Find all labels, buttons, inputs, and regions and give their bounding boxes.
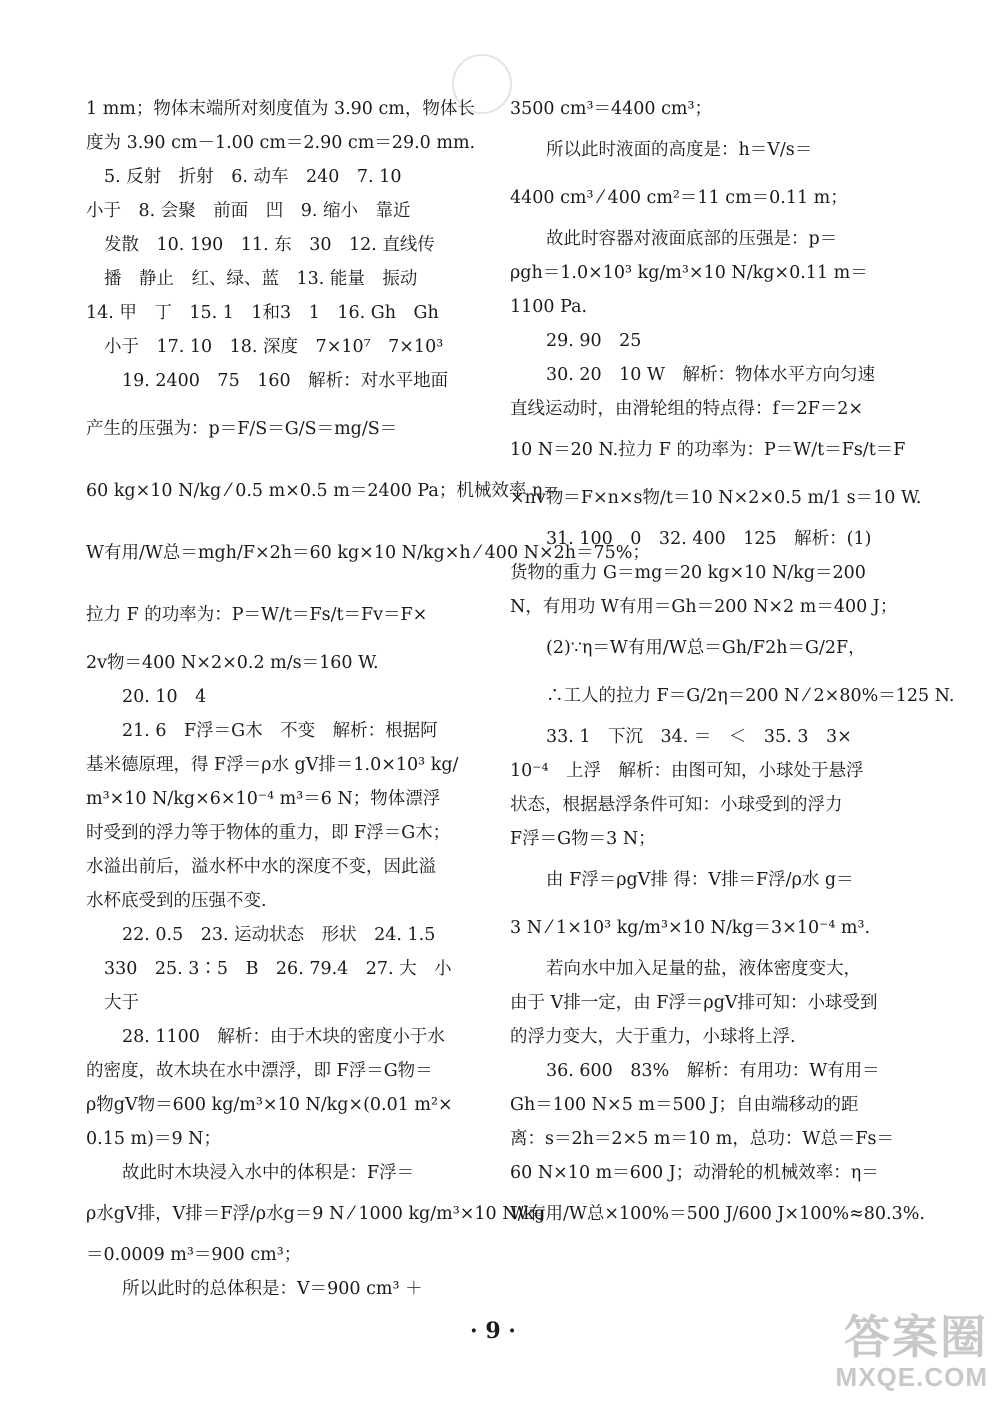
- text-line: 所以此时液面的高度是：h＝V/s＝: [546, 140, 813, 160]
- text-line: 30. 20 10 W 解析：物体水平方向匀速: [546, 365, 875, 385]
- text-line: 36. 600 83% 解析：有用功：W有用＝: [546, 1061, 880, 1081]
- text-line: ρgh＝1.0×10³ kg/m³×10 N/kg×0.11 m＝: [510, 263, 868, 283]
- right-column: [510, 92, 955, 1238]
- text-line: 3500 cm³＝4400 cm³；: [510, 99, 713, 119]
- text-line: 小于 17. 10 18. 深度 7×10⁷ 7×10³: [104, 337, 444, 357]
- text-line: 小于 8. 会聚 前面 凹 9. 缩小 靠近: [86, 201, 411, 221]
- watermark-text: 答案圈: [844, 1311, 988, 1363]
- watermark-logo: [836, 1312, 988, 1393]
- text-line: 10 N＝20 N.拉力 F 的功率为：P＝W/t＝Fs/t＝F: [510, 440, 906, 460]
- text-line: Gh＝100 N×5 m＝500 J；自由端移动的距: [510, 1095, 859, 1115]
- text-line: ＝0.0009 m³＝900 cm³；: [86, 1245, 302, 1265]
- text-line: 29. 90 25: [546, 331, 642, 351]
- text-line: 330 25. 3∶5 B 26. 79.4 27. 大 小: [104, 959, 452, 979]
- text-line: (2)∵η＝W有用/W总＝Gh/F2h＝G/2F，: [546, 638, 866, 658]
- text-line: 0.15 m)＝9 N；: [86, 1129, 221, 1149]
- text-line: m³×10 N/kg×6×10⁻⁴ m³＝6 N；物体漂浮: [86, 789, 441, 809]
- text-line: 的浮力变大，大于重力，小球将上浮.: [510, 1027, 796, 1047]
- text-line: 故此时木块浸入水中的体积是：F浮＝: [122, 1163, 415, 1183]
- text-line: 1100 Pa.: [510, 297, 588, 317]
- text-line: 货物的重力 G＝mg＝20 kg×10 N/kg＝200: [510, 563, 866, 583]
- watermark-url: MXQE.COM: [835, 1362, 988, 1392]
- text-line: ρ物gV物＝600 kg/m³×10 N/kg×(0.01 m²×: [86, 1095, 453, 1115]
- text-line: W有用/W总＝mgh/F×2h＝60 kg×10 N/kg×h ⁄ 400 N×2h＝75%；: [86, 543, 650, 563]
- text-line: N，有用功 W有用＝Gh＝200 N×2 m＝400 J；: [510, 597, 898, 617]
- text-line: 由于 V排一定，由 F浮＝ρgV排可知：小球受到: [510, 993, 878, 1013]
- text-line: 由 F浮＝ρgV排 得：V排＝F浮/ρ水 g＝: [546, 870, 854, 890]
- text-line: 故此时容器对液面底部的压强是：p＝: [546, 229, 838, 249]
- text-line: 水溢出前后，溢水杯中水的深度不变，因此溢: [86, 857, 436, 877]
- text-line: ρ水gV排，V排＝F浮/ρ水g＝9 N ⁄ 1000 kg/m³×10 N/kg: [86, 1204, 546, 1224]
- text-line: 若向水中加入足量的盐，液体密度变大，: [546, 959, 861, 979]
- text-line: 4400 cm³ ⁄ 400 cm²＝11 cm＝0.11 m；: [510, 188, 848, 208]
- text-line: ×nv物＝F×n×s物/t＝10 N×2×0.5 m/1 s＝10 W.: [510, 488, 922, 508]
- text-line: 状态，根据悬浮条件可知：小球受到的浮力: [510, 795, 843, 815]
- text-line: 直线运动时，由滑轮组的特点得：f＝2F＝2×: [510, 399, 864, 419]
- text-line: 播 静止 红、绿、蓝 13. 能量 振动: [104, 269, 418, 289]
- text-line: 10⁻⁴ 上浮 解析：由图可知，小球处于悬浮: [510, 761, 864, 781]
- text-line: 基米德原理，得 F浮＝ρ水 gV排＝1.0×10³ kg/: [86, 755, 459, 775]
- text-line: ∴工人的拉力 F＝G/2η＝200 N ⁄ 2×80%＝125 N.: [546, 686, 955, 706]
- text-line: 60 N×10 m＝600 J；动滑轮的机械效率：η＝: [510, 1163, 879, 1183]
- text-line: 14. 甲 丁 15. 1 1和3 1 16. Gh Gh: [86, 303, 439, 323]
- text-line: 20. 10 4: [122, 687, 207, 707]
- text-line: 产生的压强为：p＝F/S＝G/S＝mg/S＝: [86, 419, 398, 439]
- text-line: 发散 10. 190 11. 东 30 12. 直线传: [104, 235, 435, 255]
- text-line: 21. 6 F浮＝G木 不变 解析：根据阿: [122, 721, 438, 741]
- text-line: 时受到的浮力等于物体的重力，即 F浮＝G木；: [86, 823, 451, 843]
- text-line: 大于: [104, 993, 139, 1013]
- text-line: 2v物＝400 N×2×0.2 m/s＝160 W.: [86, 653, 379, 673]
- text-line: 1 mm；物体末端所对刻度值为 3.90 cm，物体长: [86, 99, 475, 119]
- text-line: 19. 2400 75 160 解析：对水平地面: [122, 371, 449, 391]
- text-line: 3 N ⁄ 1×10³ kg/m³×10 N/kg＝3×10⁻⁴ m³.: [510, 918, 871, 938]
- text-line: 33. 1 下沉 34. ＝ ＜ 35. 3 3×: [546, 727, 852, 747]
- text-line: 拉力 F 的功率为：P＝W/t＝Fs/t＝Fv＝F×: [86, 605, 428, 625]
- text-line: F浮＝G物＝3 N；: [510, 829, 656, 849]
- text-line: 离：s＝2h＝2×5 m＝10 m，总功：W总＝Fs＝: [510, 1129, 895, 1149]
- text-line: 度为 3.90 cm－1.00 cm＝2.90 cm＝29.0 mm.: [86, 133, 476, 153]
- text-line: 的密度，故木块在水中漂浮，即 F浮＝G物＝: [86, 1061, 433, 1081]
- text-line: W有用/W总×100%＝500 J/600 J×100%≈80.3%.: [510, 1204, 925, 1224]
- text-line: 31. 100 0 32. 400 125 解析：(1): [546, 529, 872, 549]
- text-line: 60 kg×10 N/kg ⁄ 0.5 m×0.5 m＝2400 Pa；机械效率 η＝: [86, 481, 560, 501]
- page-number: · 9 ·: [470, 1318, 516, 1344]
- text-line: 5. 反射 折射 6. 动车 240 7. 10: [104, 167, 402, 187]
- text-line: 28. 1100 解析：由于木块的密度小于水: [122, 1027, 445, 1047]
- text-line: 水杯底受到的压强不变.: [86, 891, 267, 911]
- text-line: 所以此时的总体积是：V＝900 cm³ ＋: [122, 1279, 423, 1299]
- text-line: 22. 0.5 23. 运动状态 形状 24. 1.5: [122, 925, 436, 945]
